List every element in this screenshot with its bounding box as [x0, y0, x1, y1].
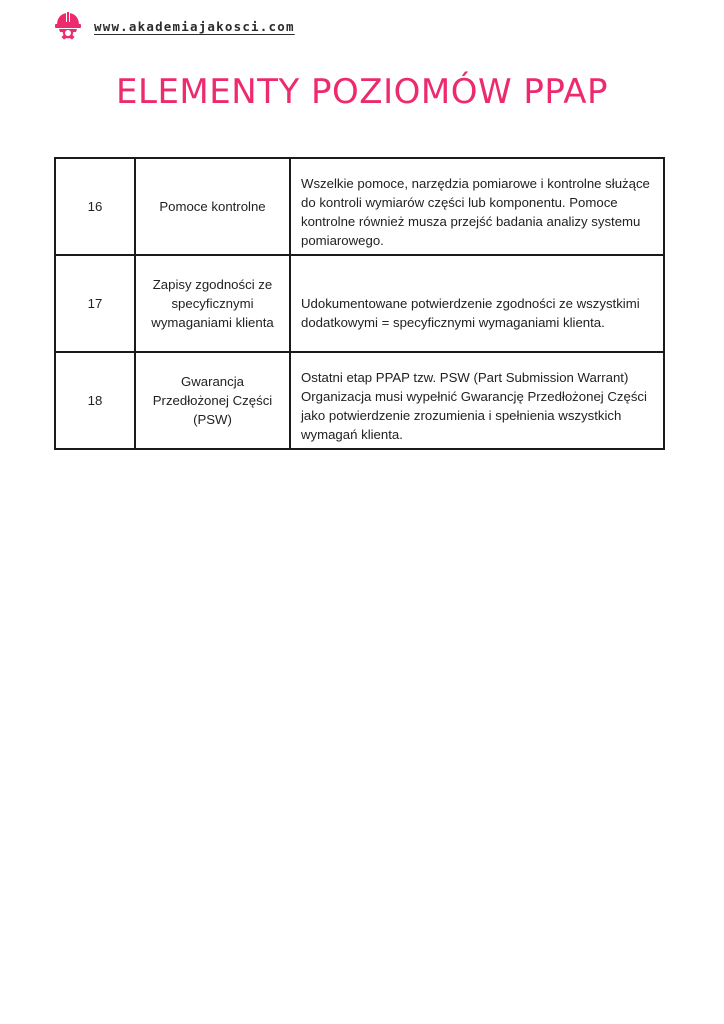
element-description-cell	[290, 158, 664, 255]
helmet-gear-icon	[52, 10, 84, 42]
page-header	[52, 8, 295, 44]
table-row	[55, 158, 664, 255]
element-number: 18	[55, 352, 135, 449]
element-description: Ostatni etap PPAP tzw. PSW (Part Submission Warrant) Organizacja musi wypełnić Gwarancję Przedłożonej Części jako potwierdzenie zrozumienia i spełnienia wszystkich wymagań klienta.	[301, 370, 647, 442]
table-row	[55, 255, 664, 352]
site-url-link[interactable]: www.akademiajakosci.com	[94, 18, 295, 34]
element-description-cell	[290, 255, 664, 352]
element-name: Zapisy zgodności ze specyficznymi wymaganiami klienta	[135, 255, 290, 352]
element-description: Udokumentowane potwierdzenie zgodności ze wszystkimi dodatkowymi = specyficznymi wymaganiami klienta.	[301, 296, 640, 330]
element-description: Wszelkie pomoce, narzędzia pomiarowe i kontrolne służące do kontroli wymiarów części lub komponentu. Pomoce kontrolne również musza przejść badania analizy systemu pomiarowego.	[301, 176, 650, 248]
element-number: 16	[55, 158, 135, 255]
page-title: ELEMENTY POZIOMÓW PPAP	[116, 72, 608, 112]
table-row	[55, 352, 664, 449]
element-description-cell	[290, 352, 664, 449]
element-name: Pomoce kontrolne	[135, 158, 290, 255]
element-name: Gwarancja Przedłożonej Części (PSW)	[135, 352, 290, 449]
ppap-elements-table	[54, 157, 665, 450]
element-number: 17	[55, 255, 135, 352]
